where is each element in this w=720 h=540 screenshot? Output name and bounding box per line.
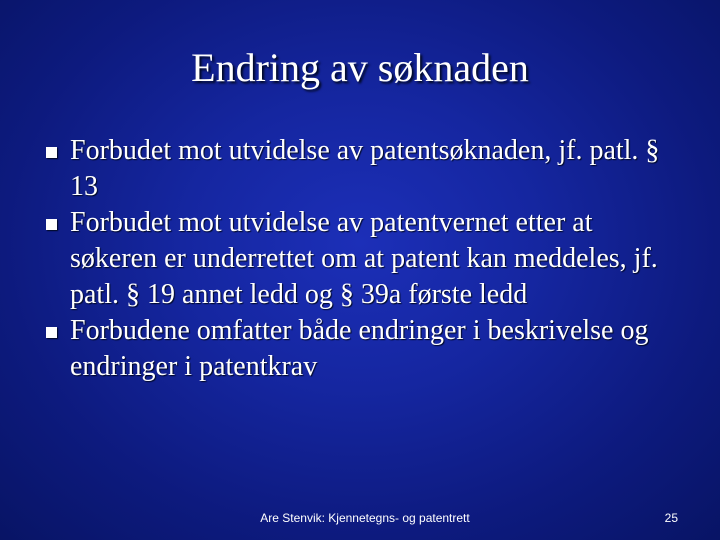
bullet-list <box>46 133 686 385</box>
square-bullet-icon <box>46 219 57 230</box>
bullet-item <box>46 313 686 385</box>
bullet-text: Forbudene omfatter både endringer i beskrivelse og endringer i patentkrav <box>70 315 649 382</box>
footer-text: Are Stenvik: Kjennetegns- og patentrett <box>260 511 470 525</box>
slide-title: Endring av søknaden <box>191 45 529 90</box>
bullet-item <box>46 205 686 313</box>
bullet-text: Forbudet mot utvidelse av patentsøknaden, jf. patl. § 13 <box>70 135 660 202</box>
bullet-item <box>46 133 686 205</box>
page-number: 25 <box>664 511 678 525</box>
square-bullet-icon <box>46 327 57 338</box>
bullet-text: Forbudet mot utvidelse av patentvernet etter at søkeren er underrettet om at patent kan meddeles, jf. patl. § 19 annet ledd og § 39a første ledd <box>70 207 658 310</box>
square-bullet-icon <box>46 147 57 158</box>
